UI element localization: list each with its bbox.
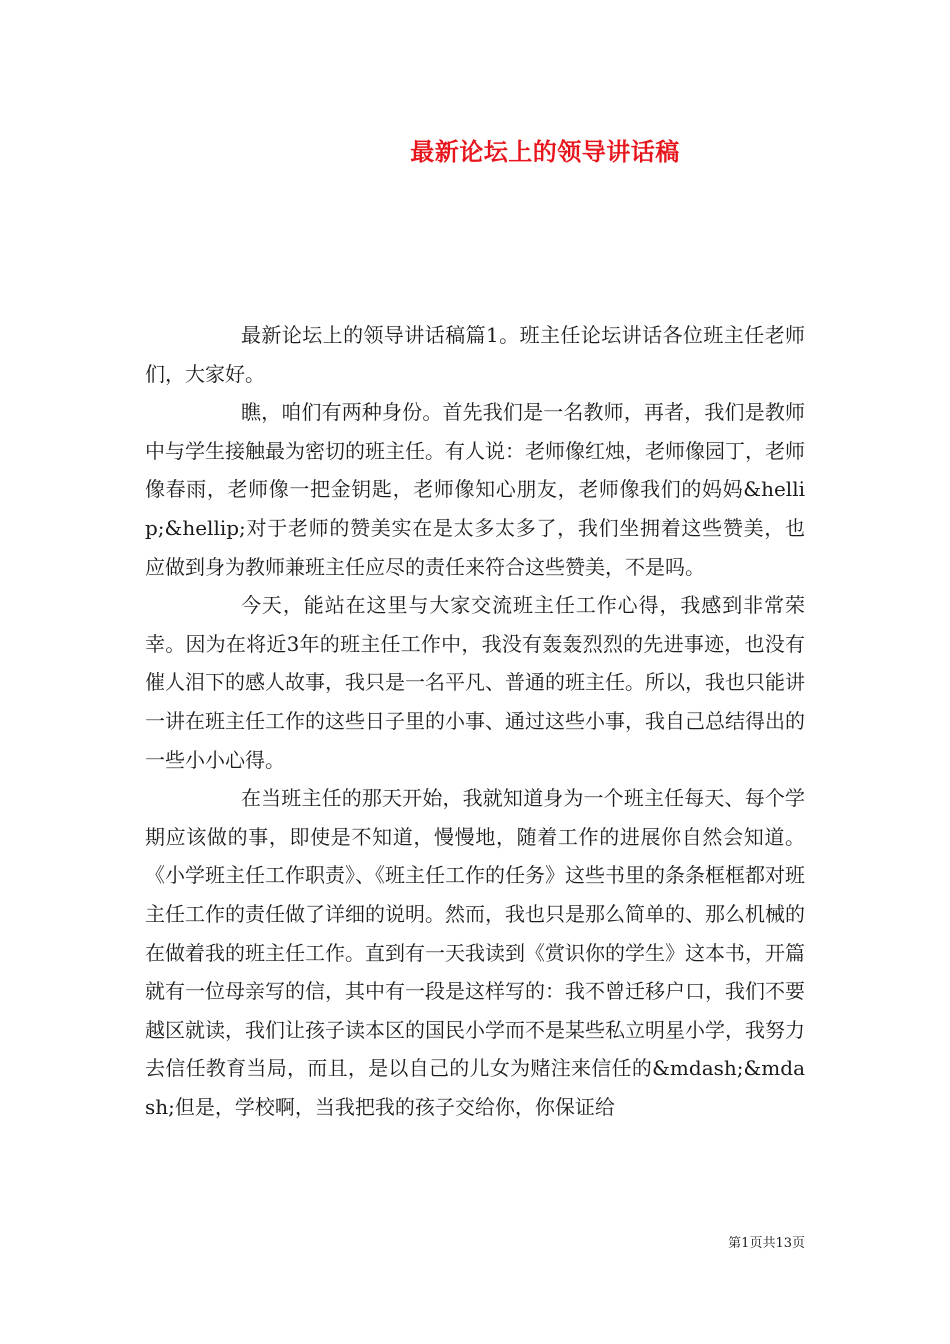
document-body (145, 316, 805, 1126)
paragraph-1: 最新论坛上的领导讲话稿篇1。班主任论坛讲话各位班主任老师们，大家好。 (145, 323, 805, 386)
page-number-footer: 第1页共13页 (728, 1236, 805, 1251)
document-title: 最新论坛上的领导讲话稿 (410, 138, 680, 166)
paragraph-4: 在当班主任的那天开始，我就知道身为一个班主任每天、每个学期应该做的事，即使是不知道，慢慢地，随着工作的进展你自然会知道。《小学班主任工作职责》、《班主任工作的任务》这些书里的条条框框都对班主任工作的责任做了详细的说明。然而，我也只是那么简单的、那么机械的在做着我的班主任工作。直到有一天我读到《赏识你的学生》这本书，开篇就有一位母亲写的信，其中有一段是这样写的：我不曾迁移户口，我们不要越区就读，我们让孩子读本区的国民小学而不是某些私立明星小学，我努力去信任教育当局，而且，是以自己的儿女为赌注来信任的&mdash;&mdash;但是，学校啊，当我把我的孩子交给你，你保证给 (145, 786, 805, 1119)
paragraph-2: 瞧，咱们有两种身份。首先我们是一名教师，再者，我们是教师中与学生接触最为密切的班主任。有人说：老师像红烛，老师像园丁，老师像春雨，老师像一把金钥匙，老师像知心朋友，老师像我们的妈妈&hellip;&hellip;对于老师的赞美实在是太多太多了，我们坐拥着这些赞美，也应做到身为教师兼班主任应尽的责任来符合这些赞美，不是吗。 (145, 400, 805, 579)
paragraph-3: 今天，能站在这里与大家交流班主任工作心得，我感到非常荣幸。因为在将近3年的班主任工作中，我没有轰轰烈烈的先进事迹，也没有催人泪下的感人故事，我只是一名平凡、普通的班主任。所以，我也只能讲一讲在班主任工作的这些日子里的小事、通过这些小事，我自己总结得出的一些小小心得。 (145, 593, 805, 772)
